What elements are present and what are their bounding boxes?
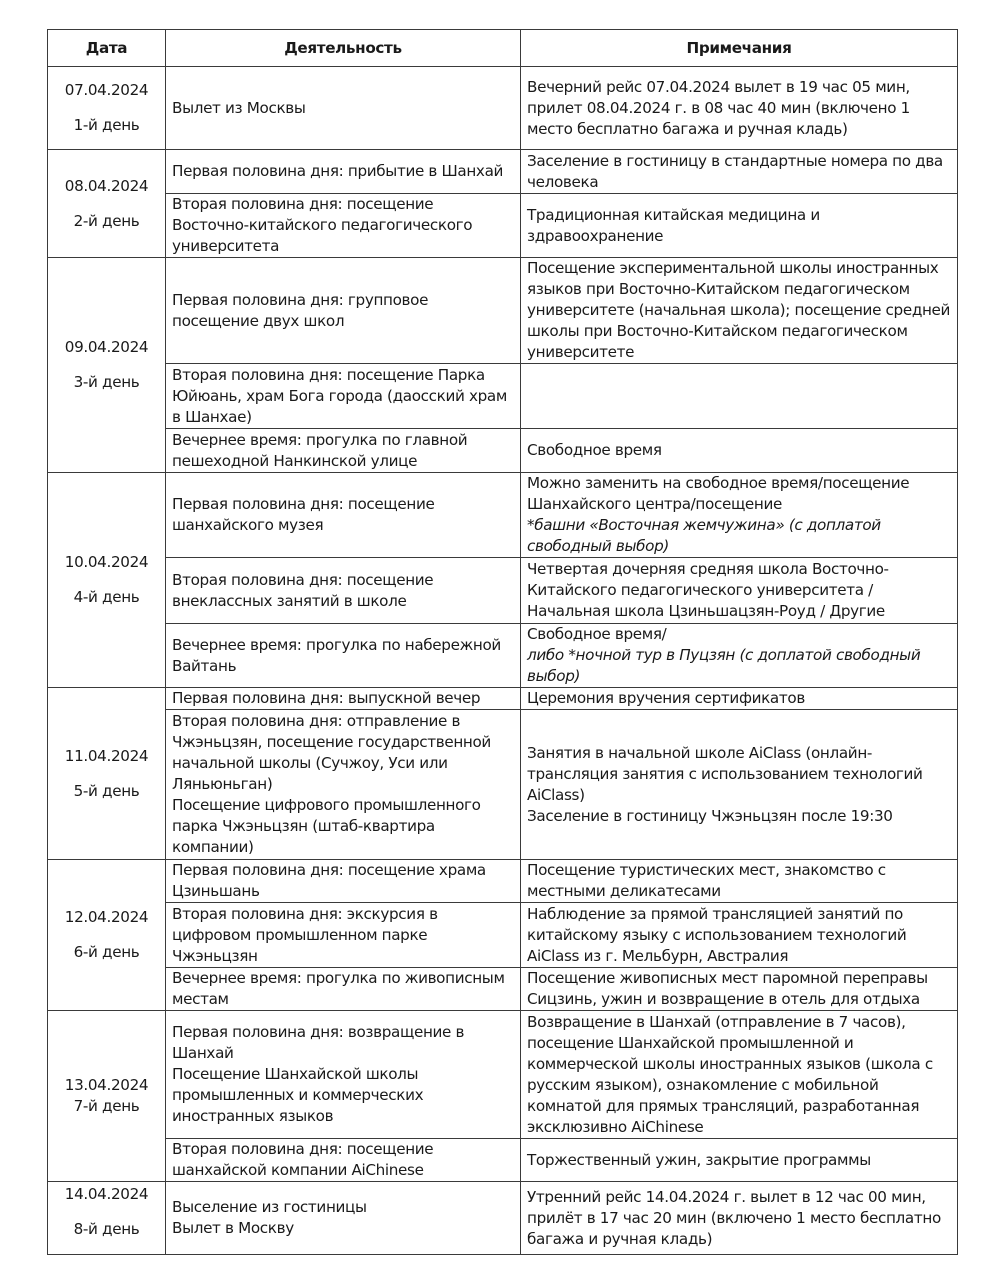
activity-cell: Вылет из Москвы — [166, 67, 521, 150]
notes-cell: Наблюдение за прямой трансляцией занятий по китайскому языку с использованием технологий AiClass из г. Мельбурн, Австралия — [521, 903, 958, 968]
notes-cell: Возвращение в Шанхай (отправление в 7 часов), посещение Шанхайской промышленной и коммерческой школы иностранных языков (школа с русским языком), ознакомление с мобильной комнатой для прямых трансляций, разработанная эксклюзивно AiChinese — [521, 1011, 958, 1139]
notes-cell: Утренний рейс 14.04.2024 г. вылет в 12 час 00 мин, прилёт в 17 час 20 мин (включено 1 место бесплатно багажа и ручная кладь) — [521, 1182, 958, 1255]
table-row — [48, 67, 958, 150]
activity-cell — [166, 710, 521, 860]
schedule-page — [47, 29, 957, 1255]
day-number: 4-й день — [73, 588, 140, 606]
notes-text: Свободное время/ — [527, 625, 667, 643]
table-row — [48, 473, 958, 558]
activity-cell: Вторая половина дня: посещение внеклассных занятий в школе — [166, 558, 521, 624]
date-value: 07.04.2024 — [64, 81, 149, 99]
table-row — [48, 903, 958, 968]
notes-cell: Торжественный ужин, закрытие программы — [521, 1139, 958, 1182]
activity-cell — [166, 1011, 521, 1139]
activity-cell: Первая половина дня: посещение шанхайского музея — [166, 473, 521, 558]
table-row — [48, 364, 958, 429]
day-number: 1-й день — [73, 116, 140, 134]
activity-cell — [166, 1182, 521, 1255]
header-activity: Деятельность — [166, 30, 521, 67]
notes-cell: Посещение живописных мест паромной переправы Сицзинь, ужин и возвращение в отель для отдыха — [521, 968, 958, 1011]
table-row — [48, 1182, 958, 1255]
notes-cell — [521, 364, 958, 429]
table-row — [48, 194, 958, 258]
notes-optional-text: *башни «Восточная жемчужина» (с доплатой свободный выбор) — [527, 516, 881, 555]
date-cell — [48, 860, 166, 1011]
activity-cell: Первая половина дня: посещение храма Цзиньшань — [166, 860, 521, 903]
notes-cell — [521, 473, 958, 558]
date-cell — [48, 688, 166, 860]
notes-cell: Заселение в гостиницу в стандартные номера по два человека — [521, 150, 958, 194]
activity-cell: Вторая половина дня: посещение Парка Юйюань, храм Бога города (даосский храм в Шанхае) — [166, 364, 521, 429]
activity-text-2: Вылет в Москву — [172, 1219, 294, 1237]
date-value: 14.04.2024 — [64, 1185, 149, 1203]
date-value: 10.04.2024 — [64, 553, 149, 571]
day-number: 3-й день — [73, 373, 140, 391]
activity-text: Вторая половина дня: отправление в Чжэньцзян, посещение государственной начальной школы (Сучжоу, Уси или Ляньюньган) — [172, 712, 491, 793]
itinerary-table — [47, 29, 958, 1255]
activity-text: Выселение из гостиницы — [172, 1198, 367, 1216]
header-notes: Примечания — [521, 30, 958, 67]
day-number: 7-й день — [73, 1097, 140, 1115]
activity-cell: Вечернее время: прогулка по набережной Вайтань — [166, 624, 521, 688]
date-value: 11.04.2024 — [64, 746, 149, 765]
notes-cell — [521, 710, 958, 860]
activity-cell: Вторая половина дня: посещение шанхайской компании AiChinese — [166, 1139, 521, 1182]
activity-text: Первая половина дня: возвращение в Шанхай — [172, 1023, 465, 1062]
activity-cell: Первая половина дня: групповое посещение двух школ — [166, 258, 521, 364]
table-row — [48, 860, 958, 903]
date-value: 12.04.2024 — [64, 908, 149, 926]
activity-cell: Первая половина дня: прибытие в Шанхай — [166, 150, 521, 194]
notes-cell: Церемония вручения сертификатов — [521, 688, 958, 710]
table-row — [48, 688, 958, 710]
notes-text: Занятия в начальной школе AiClass (онлайн-трансляция занятия с использованием технологий AiClass) — [527, 743, 923, 804]
notes-optional-text: либо *ночной тур в Пуцзян (с доплатой свободный выбор) — [527, 646, 921, 685]
day-number: 6-й день — [73, 943, 140, 961]
activity-cell: Вечернее время: прогулка по живописным местам — [166, 968, 521, 1011]
table-row — [48, 624, 958, 688]
day-number: 8-й день — [73, 1220, 140, 1238]
activity-cell: Вторая половина дня: экскурсия в цифровом промышленном парке Чжэньцзян — [166, 903, 521, 968]
date-value: 09.04.2024 — [64, 338, 149, 356]
notes-cell: Свободное время — [521, 429, 958, 473]
activity-cell: Вечернее время: прогулка по главной пешеходной Нанкинской улице — [166, 429, 521, 473]
table-row — [48, 150, 958, 194]
notes-cell: Четвертая дочерняя средняя школа Восточно-Китайского педагогического университета / Начальная школа Цзиньшацзян-Роуд / Другие — [521, 558, 958, 624]
table-row — [48, 968, 958, 1011]
notes-cell — [521, 624, 958, 688]
date-value: 13.04.2024 — [64, 1076, 149, 1094]
table-row — [48, 1139, 958, 1182]
day-number: 2-й день — [73, 211, 140, 230]
notes-cell: Посещение экспериментальной школы иностранных языков при Восточно-Китайском педагогическом университете (начальная школа); посещение средней школы при Восточно-Китайском педагогическом университете — [521, 258, 958, 364]
activity-text-2: Посещение Шанхайской школы промышленных и коммерческих иностранных языков — [172, 1065, 424, 1125]
notes-cell: Традиционная китайская медицина и здравоохранение — [521, 194, 958, 258]
table-header-row — [48, 30, 958, 67]
notes-cell: Вечерний рейс 07.04.2024 вылет в 19 час 05 мин, прилет 08.04.2024 г. в 08 час 40 мин (включено 1 место бесплатно багажа и ручная кладь) — [521, 67, 958, 150]
date-cell — [48, 473, 166, 688]
table-row — [48, 1011, 958, 1139]
date-cell — [48, 150, 166, 258]
date-cell — [48, 67, 166, 150]
activity-cell: Вторая половина дня: посещение Восточно-китайского педагогического университета — [166, 194, 521, 258]
activity-cell: Первая половина дня: выпускной вечер — [166, 688, 521, 710]
table-row — [48, 258, 958, 364]
date-cell — [48, 258, 166, 473]
date-cell — [48, 1011, 166, 1182]
table-row — [48, 558, 958, 624]
notes-text: Можно заменить на свободное время/посещение Шанхайского центра/посещение — [527, 474, 910, 513]
table-row — [48, 710, 958, 860]
table-row — [48, 429, 958, 473]
date-value: 08.04.2024 — [64, 176, 149, 195]
activity-text-2: Посещение цифрового промышленного парка Чжэньцзян (штаб-квартира компании) — [172, 796, 481, 856]
day-number: 5-й день — [73, 781, 140, 800]
header-date: Дата — [48, 30, 166, 67]
notes-cell: Посещение туристических мест, знакомство с местными деликатесами — [521, 860, 958, 903]
date-cell — [48, 1182, 166, 1255]
notes-text-2: Заселение в гостиницу Чжэньцзян после 19:30 — [527, 806, 893, 825]
